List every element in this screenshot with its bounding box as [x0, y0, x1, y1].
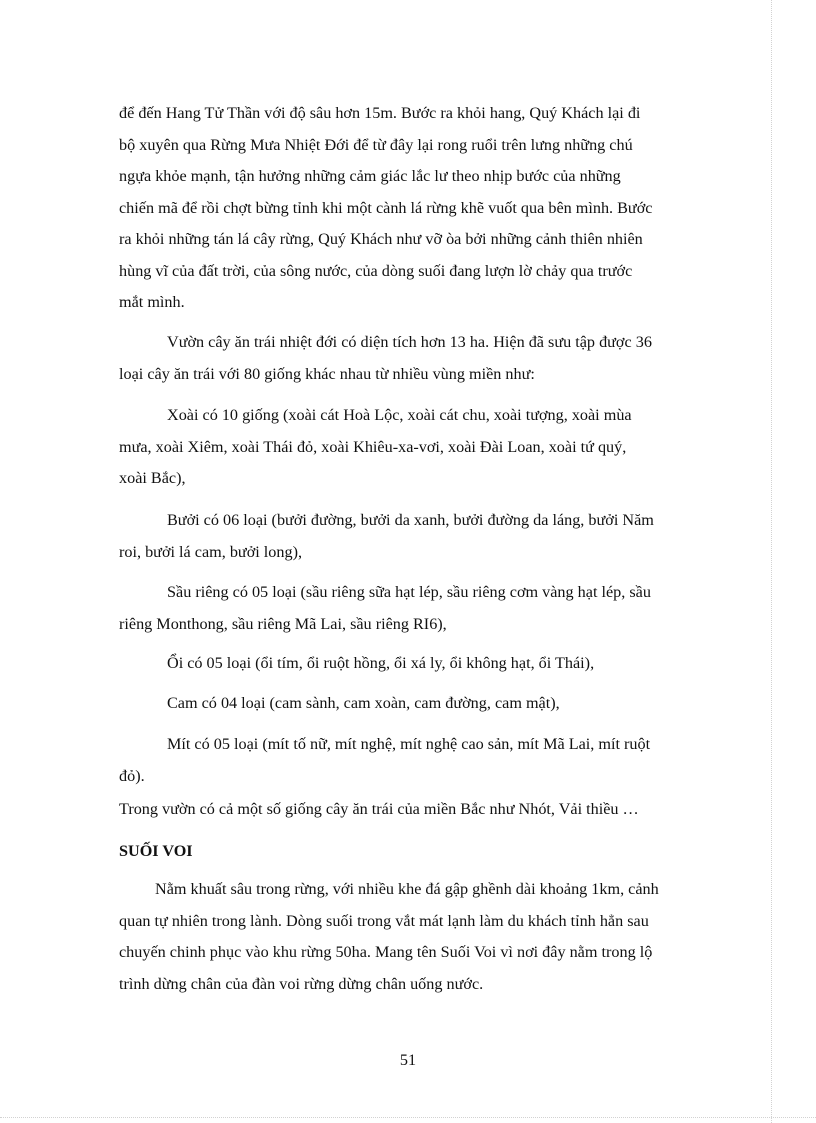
text-line: chuyến chinh phục vào khu rừng 50ha. Mang tên Suối Voi vì nơi đây nằm trong lộ — [119, 943, 653, 961]
text-line: hùng vĩ của đất trời, của sông nước, của dòng suối đang lượn lờ chảy qua trước — [119, 261, 633, 280]
list-item-mit — [119, 729, 687, 792]
text-line: trình dừng chân của đàn voi rừng dừng chân uống nước. — [119, 974, 484, 993]
text-line: Xoài có 10 giống (xoài cát Hoà Lộc, xoài cát chu, xoài tượng, xoài mùa — [167, 406, 632, 424]
list-item-sau-rieng — [119, 577, 687, 640]
text-line: Bưởi có 06 loại (bưởi đường, bưởi da xanh, bưởi đường da láng, bưởi Năm — [167, 511, 654, 529]
page-number: 51 — [399, 1051, 417, 1069]
page-edge-vertical — [771, 0, 772, 1123]
text-line: Cam có 04 loại (cam sành, cam xoàn, cam đường, cam mật), — [167, 694, 560, 712]
paragraph-vuon-cay — [119, 327, 687, 390]
text-line: roi, bưởi lá cam, bưởi long), — [119, 542, 303, 561]
list-item-xoai — [119, 400, 687, 495]
section-heading-suoi-voi: SUỐI VOI — [119, 842, 193, 860]
text-line: Sầu riêng có 05 loại (sầu riêng sữa hạt lép, sầu riêng cơm vàng hạt lép, sầu — [167, 583, 651, 601]
text-line: bộ xuyên qua Rừng Mưa Nhiệt Đới để từ đây lại rong ruổi trên lưng những chú — [119, 135, 633, 154]
list-item-cam — [119, 688, 687, 720]
text-line: Nằm khuất sâu trong rừng, với nhiều khe đá gập ghềnh dài khoảng 1km, cảnh — [155, 880, 659, 898]
list-item-buoi — [119, 505, 687, 568]
text-line: chiến mã để rồi chợt bừng tỉnh khi một cành lá rừng khẽ vuốt qua bên mình. Bước — [119, 198, 653, 217]
list-item-oi — [119, 648, 687, 680]
text-line: xoài Bắc), — [119, 469, 186, 487]
paragraph-hang-tu-than — [119, 98, 687, 319]
text-line: Ổi có 05 loại (ổi tím, ổi ruột hồng, ổi xá ly, ổi không hạt, ổi Thái), — [167, 654, 595, 672]
text-line: đỏ). — [119, 766, 145, 785]
text-line: mắt mình. — [119, 293, 185, 311]
paragraph-trong-vuon — [119, 794, 687, 826]
text-line: Vườn cây ăn trái nhiệt đới có diện tích hơn 13 ha. Hiện đã sưu tập được 36 — [167, 333, 652, 351]
text-line: ngựa khỏe mạnh, tận hưởng những cảm giác lắc lư theo nhịp bước của những — [119, 167, 621, 185]
text-line: loại cây ăn trái với 80 giống khác nhau từ nhiều vùng miền như: — [119, 364, 535, 383]
text-line: mưa, xoài Xiêm, xoài Thái đỏ, xoài Khiêu-xa-vơi, xoài Đài Loan, xoài tứ quý, — [119, 437, 627, 456]
text-line: để đến Hang Tử Thần với độ sâu hơn 15m. Bước ra khỏi hang, Quý Khách lại đi — [119, 104, 641, 122]
text-line: Mít có 05 loại (mít tố nữ, mít nghệ, mít nghệ cao sản, mít Mã Lai, mít ruột — [167, 735, 651, 753]
text-line: quan tự nhiên trong lành. Dòng suối trong vắt mát lạnh làm du khách tỉnh hẳn sau — [119, 911, 649, 930]
text-line: ra khỏi những tán lá cây rừng, Quý Khách như vỡ òa bởi những cảnh thiên nhiên — [119, 230, 643, 248]
text-line: riêng Monthong, sầu riêng Mã Lai, sầu riêng RI6), — [119, 614, 447, 633]
paragraph-suoi-voi — [119, 874, 687, 1000]
text-line: Trong vườn có cả một số giống cây ăn trái của miền Bắc như Nhót, Vải thiều … — [119, 800, 639, 818]
page-edge-horizontal — [0, 1117, 816, 1118]
